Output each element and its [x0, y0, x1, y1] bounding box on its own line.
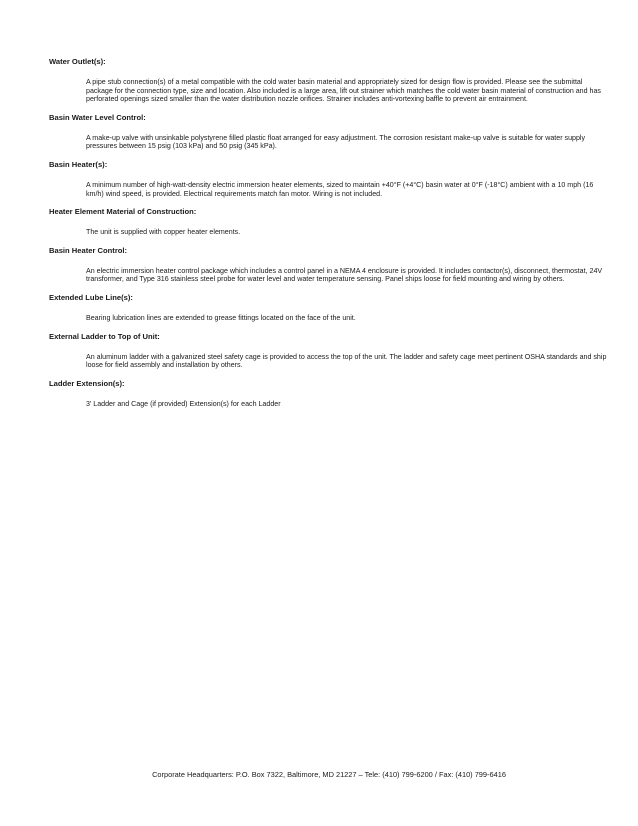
section-body: The unit is supplied with copper heater elements.: [86, 228, 241, 237]
section-heading: Heater Element Material of Construction:: [49, 207, 197, 217]
section-basin-water-level-control: [49, 113, 609, 151]
section-extended-lube-lines: [49, 293, 609, 323]
section-body: An electric immersion heater control package which includes a control panel in a NEMA 4 enclosure is provided. It includes contactor(s), disconnect, thermostat, 24V transformer, and Type 316 stainless steel probe for water level and water temperature sensing. Panel ships loose for field mounting and wiring by others.: [86, 266, 603, 284]
section-body: Bearing lubrication lines are extended to grease fittings located on the face of the unit.: [86, 313, 356, 322]
section-heading: Basin Water Level Control:: [49, 112, 146, 122]
section-body: An aluminum ladder with a galvanized steel safety cage is provided to access the top of the unit. The ladder and safety cage meet pertinent OSHA standards and ship loose for field assembly and installation by others.: [86, 352, 607, 370]
section-ladder-extensions: [49, 379, 609, 409]
section-heading: Extended Lube Line(s):: [49, 292, 133, 302]
section-body: A minimum number of high-watt-density electric immersion heater elements, sized to maintain +40°F (+4°C) basin water at 0°F (-18°C) ambient with a 10 mph (16 km/h) wind speed, is provided. Electrical requirements match fan motor. Wiring is not included.: [86, 180, 594, 198]
section-water-outlets: [49, 57, 609, 104]
page-footer: Corporate Headquarters: P.O. Box 7322, Baltimore, MD 21227 – Tele: (410) 799-6200 / Fax: (410) 799-6416: [152, 770, 506, 779]
section-body: 3' Ladder and Cage (if provided) Extension(s) for each Ladder: [86, 399, 281, 408]
section-external-ladder: [49, 332, 609, 370]
section-heading: Ladder Extension(s):: [49, 378, 125, 388]
section-heading: Basin Heater Control:: [49, 245, 128, 255]
section-heading: External Ladder to Top of Unit:: [49, 331, 160, 341]
spec-sections: [49, 57, 609, 417]
section-body: A pipe stub connection(s) of a metal compatible with the cold water basin material and appropriately sized for design flow is provided. Please see the submittal package for the connection type, size and location. Also included is a large area, lift out strainer which matches the cold water basin material of construction and has perforated openings sized smaller than the water distribution nozzle orifices. Strainer includes anti-vortexing baffle to prevent air entrainment.: [86, 78, 601, 104]
section-body: A make-up valve with unsinkable polystyrene filled plastic float arranged for easy adjustment. The corrosion resistant make-up valve is suitable for water supply pressures between 15 psig (103 kPa) and 50 psig (345 kPa).: [86, 133, 586, 151]
section-heading: Basin Heater(s):: [49, 159, 108, 169]
section-basin-heaters: [49, 160, 609, 198]
section-basin-heater-control: [49, 246, 609, 284]
section-heading: Water Outlet(s):: [49, 57, 106, 66]
section-heater-element-material: [49, 207, 609, 237]
